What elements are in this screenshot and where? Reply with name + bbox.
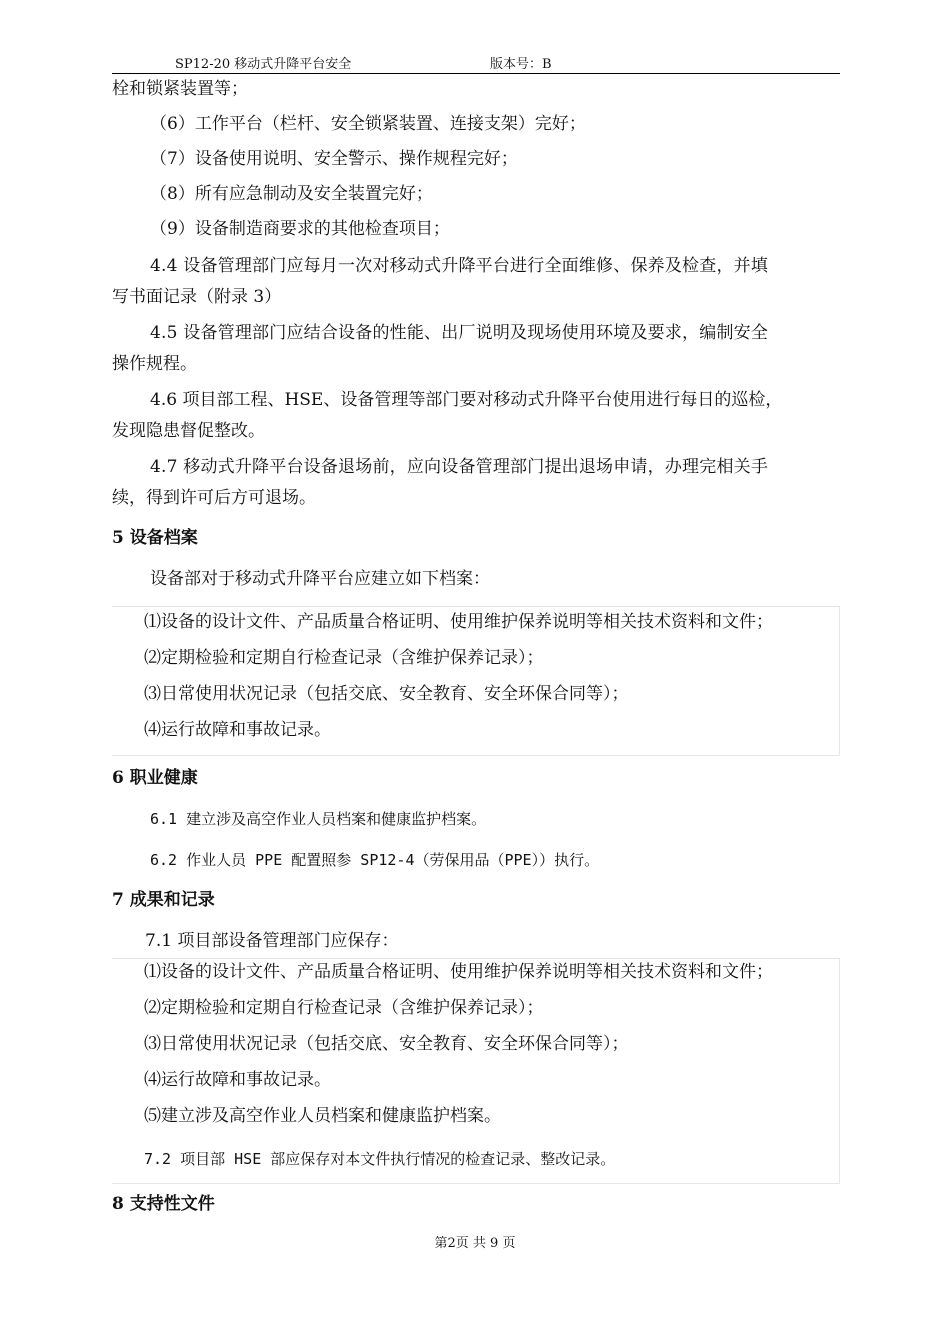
page-footer: 第2页 共 9 页 — [434, 1236, 516, 1251]
section-7-heading: 7 成果和记录 — [112, 890, 215, 910]
body-line: 4.4 设备管理部门应每月一次对移动式升降平台进行全面维修、保养及检查，并填 — [150, 256, 769, 276]
list-item: ⑴设备的设计文件、产品质量合格证明、使用维护保养说明等相关技术资料和文件； — [144, 612, 773, 632]
section-7-intro: 7.1 项目部设备管理部门应保存： — [145, 931, 399, 951]
section-6-paragraph-1: 6.1 建立涉及高空作业人员档案和健康监护档案。 — [150, 810, 487, 828]
body-line: 4.5 设备管理部门应结合设备的性能、出厂说明及现场使用环境及要求，编制安全 — [150, 323, 769, 343]
section-6-heading: 6 职业健康 — [112, 768, 198, 788]
list-item: ⑵定期检验和定期自行检查记录（含维护保养记录）； — [144, 998, 544, 1018]
body-line: （8）所有应急制动及安全装置完好； — [150, 184, 433, 204]
section-5-heading: 5 设备档案 — [112, 528, 198, 548]
body-line: （7）设备使用说明、安全警示、操作规程完好； — [150, 149, 518, 169]
header-doc-title: SP12-20 移动式升降平台安全 — [175, 57, 352, 72]
list-item: ⑶日常使用状况记录（包括交底、安全教育、安全环保合同等）； — [144, 684, 629, 704]
body-line: （6）工作平台（栏杆、安全锁紧装置、连接支架）完好； — [150, 114, 586, 134]
body-line: 写书面记录（附录 3） — [112, 287, 282, 307]
list-item: ⑷运行故障和事故记录。 — [144, 720, 331, 740]
list-item: ⑶日常使用状况记录（包括交底、安全教育、安全环保合同等）； — [144, 1034, 629, 1054]
list-item: ⑵定期检验和定期自行检查记录（含维护保养记录）； — [144, 648, 544, 668]
list-item: ⑸建立涉及高空作业人员档案和健康监护档案。 — [144, 1106, 501, 1126]
body-line: 续，得到许可后方可退场。 — [112, 488, 316, 508]
header-version: 版本号：B — [490, 57, 552, 72]
list-item: ⑷运行故障和事故记录。 — [144, 1070, 331, 1090]
list-item: ⑴设备的设计文件、产品质量合格证明、使用维护保养说明等相关技术资料和文件； — [144, 962, 773, 982]
body-line: 4.7 移动式升降平台设备退场前，应向设备管理部门提出退场申请，办理完相关手 — [150, 457, 769, 477]
page-header — [112, 56, 840, 74]
section-5-archive-box — [112, 606, 840, 756]
body-line: 4.6 项目部工程、HSE、设备管理等部门要对移动式升降平台使用进行每日的巡检， — [150, 390, 783, 410]
section-6-paragraph-2: 6.2 作业人员 PPE 配置照参 SP12-4（劳保用品（PPE））执行。 — [150, 851, 600, 869]
body-line: （9）设备制造商要求的其他检查项目； — [150, 219, 450, 239]
section-5-intro: 设备部对于移动式升降平台应建立如下档案： — [150, 569, 490, 589]
body-line: 操作规程。 — [112, 354, 197, 374]
section-7-records-box — [112, 958, 840, 1184]
section-7-paragraph-2: 7.2 项目部 HSE 部应保存对本文件执行情况的检查记录、整改记录。 — [144, 1150, 616, 1168]
body-line: 栓和锁紧装置等； — [112, 79, 248, 99]
body-line: 发现隐患督促整改。 — [112, 421, 265, 441]
section-8-heading: 8 支持性文件 — [112, 1194, 215, 1214]
